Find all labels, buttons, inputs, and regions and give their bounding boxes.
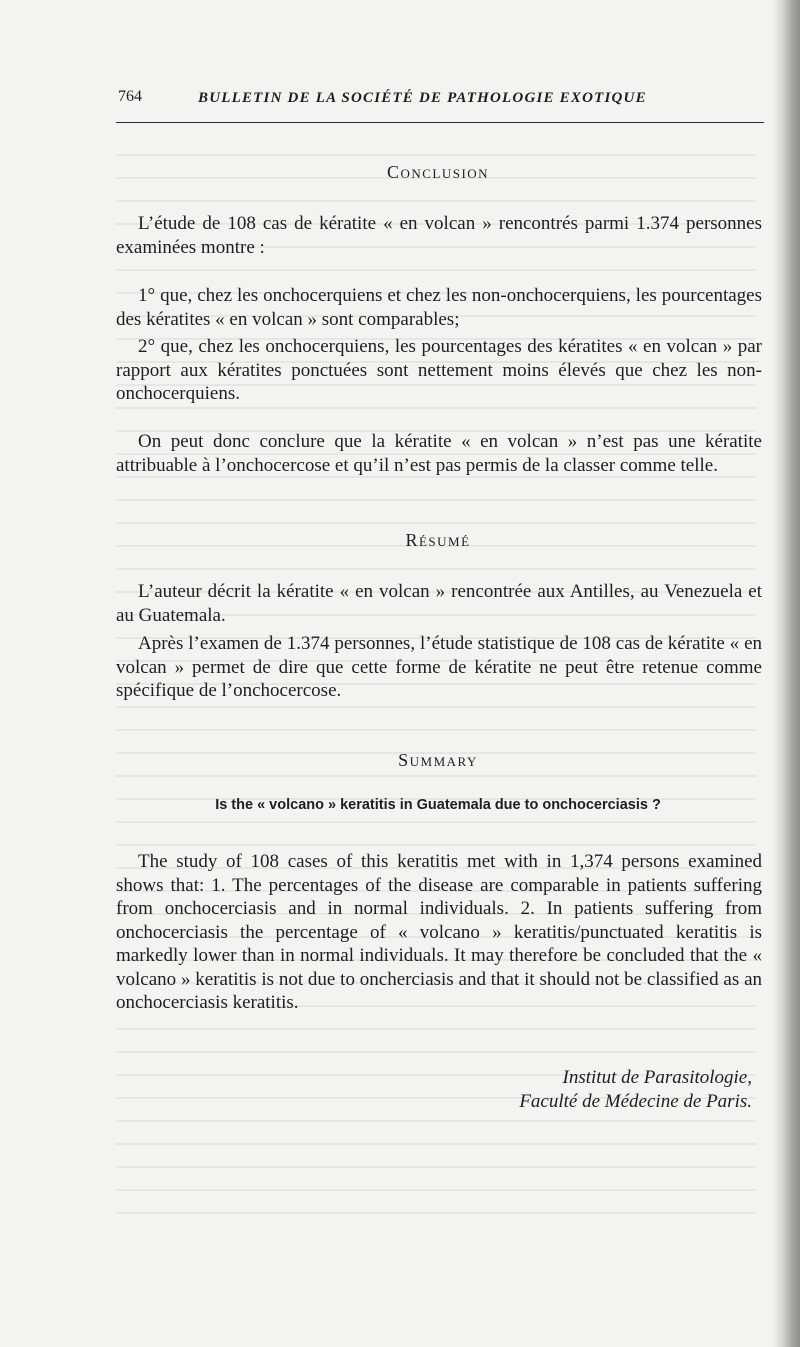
conclusion-point-2: 2° que, chez les onchocerquiens, les pourcentages des kératites « en volcan » par rapport aux kératites ponctuées sont nettement moins élevés que chez les non-onchocerquiens.: [116, 336, 762, 404]
header-rule: [116, 122, 764, 123]
conclusion-point-1: 1° que, chez les onchocerquiens et chez les non-onchocerquiens, les pourcentages des kératites « en volcan » sont comparables;: [116, 285, 762, 330]
conclusion-intro: L’étude de 108 cas de kératite « en volcan » rencontrés parmi 1.374 personnes examinées montre :: [116, 213, 762, 258]
resume-paragraph-2: Après l’examen de 1.374 personnes, l’étude statistique de 108 cas de kératite « en volcan » permet de dire que cette forme de kératite ne peut être retenue comme spécifique de l’onchocercose.: [116, 633, 762, 701]
summary-heading: Summary: [398, 750, 478, 770]
resume-heading: Résumé: [405, 530, 471, 550]
running-title: BULLETIN DE LA SOCIÉTÉ DE PATHOLOGIE EXOTIQUE: [198, 90, 647, 106]
page-number: 764: [118, 88, 142, 105]
page-header: [118, 88, 763, 118]
conclusion-heading: Conclusion: [386, 162, 490, 182]
page-edge-shadow: [772, 0, 800, 1347]
conclusion-final: On peut donc conclure que la kératite « en volcan » n’est pas une kératite attribuable à l’onchocercose et qu’il n’est pas permis de la classer comme telle.: [116, 431, 762, 476]
affiliation-institute: Institut de Parasitologie,: [562, 1067, 752, 1088]
resume-paragraph-1: L’auteur décrit la kératite « en volcan » rencontrée aux Antilles, au Venezuela et au Guatemala.: [116, 581, 762, 626]
affiliation-faculty: Faculté de Médecine de Paris.: [519, 1091, 752, 1112]
summary-title: Is the « volcano » keratitis in Guatemala due to onchocerciasis ?: [215, 797, 661, 813]
summary-body: The study of 108 cases of this keratitis met with in 1,374 persons examined shows that: 1. The percentages of the disease are comparable in patients suffering from onchocerciasis and in normal individuals. 2. In patients suffering from onchocerciasis the percentage of « volcano » keratitis/punctuated keratitis is markedly lower than in normal individuals. It may therefore be concluded that the « volcano » keratitis is not due to oncherciasis and that it should not be classified as an onchocerciasis keratitis.: [116, 851, 762, 1013]
